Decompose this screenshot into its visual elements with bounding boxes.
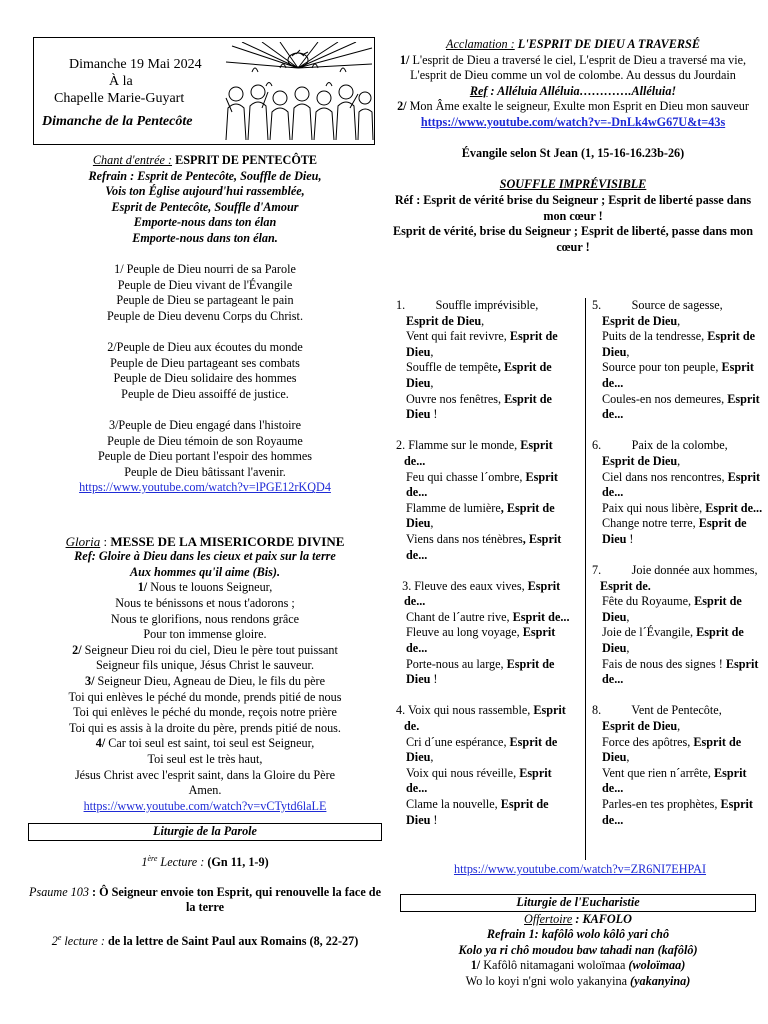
souffle-verse-segment: ,: [677, 719, 681, 734]
souffle-verse: [396, 438, 574, 563]
souffle-verse-head: [396, 298, 574, 314]
souffle-verse-segment: Esprit de Dieu: [602, 625, 744, 656]
souffle-verse: [592, 298, 768, 423]
souffle-verse-head-text: 8. Vent de Pentecôte,: [592, 703, 722, 718]
souffle-verse-segment: Esprit de...: [705, 500, 763, 515]
ref-text: : Alléluia Alléluia………….Alléluia!: [487, 83, 677, 98]
souffle-verse-segment: Esprit de Dieu: [602, 453, 678, 468]
souffle-verse-segment: Joie de l´Évangile,: [602, 625, 697, 640]
souffle-verse-segment: Fais de nous des signes !: [602, 656, 726, 671]
souffle-verse-segment: , Esprit de Dieu: [406, 360, 552, 390]
gloria-line-text: Toi qui enlèves le péché du monde, prends pitié de nous: [68, 689, 342, 704]
gloria-line: [28, 768, 382, 784]
souffle-verse-segment: Esprit de...: [406, 625, 556, 656]
souffle-verse-line: [396, 501, 574, 532]
souffle-verse-segment: Esprit de Dieu: [602, 329, 756, 359]
verse-text: L'esprit de Dieu a traversé le ciel, L'esprit de Dieu a traversé ma vie, L'esprit de Dieu comme un vol de colombe. Au dessus du Jourdain: [409, 52, 747, 83]
refrain-line: Esprit de Pentecôte, Souffle d'Amour: [111, 199, 299, 214]
souffle-verse-segment: Porte-nous au large,: [406, 656, 507, 671]
refrain-line: Refrain : Esprit de Pentecôte, Souffle de Dieu,: [88, 168, 322, 183]
verse-line: Peuple de Dieu assoiffé de justice.: [121, 386, 289, 401]
souffle-verse-segment: Esprit de Dieu: [406, 734, 558, 765]
souffle-verse-segment: Puits de la tendresse,: [602, 329, 708, 344]
souffle-verse-segment: !: [430, 672, 438, 687]
souffle-verse-head: [592, 703, 768, 719]
souffle-verse-line: [396, 314, 574, 330]
second-reading-text: de la lettre de Saint Paul aux Romains (8, 22-27): [104, 933, 359, 948]
souffle-verse-segment: Cri d´une espérance,: [406, 734, 510, 749]
gloria-line: [28, 783, 382, 799]
gloria-line: [28, 736, 382, 752]
refrain-line: Emporte-nous dans ton élan: [133, 215, 277, 230]
souffle-verse-head-text: 1. Souffle imprévisible,: [396, 298, 539, 312]
verse-line: Peuple de Dieu devenu Corps du Christ.: [107, 308, 303, 323]
verse-num: 1/: [470, 958, 481, 973]
verse-line: 2/Peuple de Dieu aux écoutes du monde: [107, 340, 303, 355]
souffle-verse-segment: Souffle de tempête: [406, 360, 498, 375]
entrance-label: Chant d'entrée :: [92, 153, 173, 167]
verse-line: Peuple de Dieu témoin de son Royaume: [107, 433, 303, 448]
souffle-verse-head: [396, 438, 574, 469]
entrance-verse-2: [28, 340, 382, 402]
entrance-video-link[interactable]: https://www.youtube.com/watch?v=lPGE12rKQD4: [79, 480, 331, 495]
souffle-verse-segment: ,: [626, 750, 630, 765]
souffle-verse-segment: ,: [626, 641, 630, 656]
souffle-verse-segment: Fleuve au long voyage,: [406, 625, 523, 640]
gloria-line: [28, 674, 382, 690]
gloria-refrain: [28, 549, 382, 580]
souffle-verse: [592, 563, 768, 688]
gloria-label: Gloria: [65, 533, 101, 549]
souffle-verse-segment: ,: [430, 750, 434, 765]
gloria-line-text: Toi seul est le très haut,: [147, 751, 263, 766]
souffle-verse-segment: Esprit de Dieu: [602, 719, 678, 734]
second-reading-sup: e: [57, 932, 62, 942]
acclamation-title: L'ESPRIT DE DIEU A TRAVERSÉ: [514, 37, 700, 51]
souffle-verse-line: [592, 625, 768, 656]
souffle-verse-segment: Clame la nouvelle,: [406, 797, 501, 811]
souffle-verse-head-bold: Esprit de...: [404, 578, 561, 609]
entrance-verse-1: [28, 262, 382, 324]
gospel-reference: Évangile selon St Jean (1, 15-16-16.23b-26): [461, 146, 685, 161]
eucharist-title: Liturgie de l'Eucharistie: [400, 894, 756, 912]
souffle-verse-segment: Esprit de Dieu: [406, 797, 549, 827]
refrain-line: Ref: Gloire à Dieu dans les cieux et paix sur la terre: [74, 549, 336, 564]
entrance-title: ESPRIT DE PENTECÔTE: [175, 153, 318, 167]
first-reading-ref: (Gn 11, 1-9): [204, 855, 269, 869]
souffle-video-link[interactable]: https://www.youtube.com/watch?v=ZR6NI7EHPAI: [453, 862, 707, 876]
souffle-verse-line: [592, 594, 768, 625]
entrance-heading: [28, 153, 382, 169]
souffle-ref-1: Réf : Esprit de vérité brise du Seigneur ; Esprit de liberté passe dans mon cœur !: [394, 192, 752, 223]
verse-line: 1/ Peuple de Dieu nourri de sa Parole: [114, 262, 296, 277]
souffle-verse-line: [592, 329, 768, 360]
refrain-line: Emporte-nous dans ton élan.: [132, 230, 278, 245]
souffle-verse: [396, 703, 574, 828]
entrance-refrain: [28, 169, 382, 247]
souffle-verse-segment: Esprit de Dieu: [406, 329, 558, 359]
psalm-text: : Ô Seigneur envoie ton Esprit, qui renouvelle la face de la terre: [88, 884, 381, 915]
gloria-line: [28, 596, 382, 612]
souffle-verse-head-text: 7. Joie donnée aux hommes,: [592, 563, 761, 578]
souffle-verse: [396, 579, 574, 688]
second-reading: [28, 930, 382, 950]
gloria-line: [28, 580, 382, 596]
souffle-verse-segment: Esprit de...: [602, 656, 759, 687]
souffle-verse-head-bold: Esprit de.: [600, 578, 651, 593]
souffle-verse: [592, 438, 768, 547]
refrain-line: Vois ton Église aujourd'hui rassemblée,: [105, 184, 305, 199]
souffle-verse-line: [592, 719, 768, 735]
gloria-line: [28, 705, 382, 721]
souffle-verse-line: [396, 360, 574, 391]
a-la-text: À la: [109, 74, 133, 89]
pentecost-illustration: [222, 42, 374, 140]
souffle-verse-line: [396, 766, 574, 797]
souffle-verse-segment: ,: [626, 344, 630, 359]
souffle-verse-segment: ,: [430, 344, 434, 359]
souffle-verse-line: [396, 797, 574, 828]
verse-line: Peuple de Dieu bâtissant l'avenir.: [124, 464, 286, 479]
offertory-refrain-2: Kolo ya ri chô moudou baw tahadi nan (kafôlô): [458, 942, 698, 957]
gloria-line-num: 2/: [72, 642, 82, 657]
eucharist-section: [400, 894, 756, 990]
gloria-line-text: Seigneur fils unique, Jésus Christ le sauveur.: [96, 658, 314, 673]
souffle-verse-segment: Vent que rien n´arrête,: [602, 765, 715, 780]
verse-line: Peuple de Dieu solidaire des hommes: [113, 371, 297, 386]
offertory-label: Offertoire: [524, 911, 573, 926]
souffle-verse-head-bold: Esprit de.: [404, 703, 566, 734]
gloria-line-num: 3/: [85, 674, 95, 688]
first-reading: [28, 851, 382, 871]
souffle-verse-segment: Esprit de...: [406, 469, 558, 500]
gloria-line-text: Pour ton immense gloire.: [143, 627, 267, 642]
left-column: [28, 153, 382, 949]
ref-label: Ref: [469, 83, 488, 98]
acclamation-ref: [392, 84, 754, 100]
souffle-verse-line: [592, 735, 768, 766]
acclamation-verse-1: [392, 53, 754, 84]
gloria-line: [28, 721, 382, 737]
psalm: [28, 885, 382, 916]
gloria-video-link[interactable]: https://www.youtube.com/watch?v=vCTytd6laLE: [83, 798, 327, 813]
souffle-verse-segment: , Esprit de Dieu: [406, 500, 555, 531]
mass-date: Dimanche 19 Mai 2024: [69, 57, 202, 72]
first-reading-sup: ère: [147, 853, 158, 863]
souffle-verse-segment: Ouvre nos fenêtres,: [406, 391, 505, 406]
gloria-title: MESSE DE LA MISERICORDE DIVINE: [110, 533, 345, 549]
gloria-line-text: Seigneur Dieu roi du ciel, Dieu le père tout puissant: [81, 642, 338, 657]
souffle-verse-line: [592, 516, 768, 547]
souffle-verse-line: [592, 797, 768, 828]
souffle-verse-segment: Change notre terre,: [602, 516, 699, 531]
acclamation-label: Acclamation :: [446, 37, 515, 51]
acclamation-heading: [392, 37, 754, 53]
verse-text: Kafôlô nitamagani woloïmaa: [480, 958, 629, 973]
souffle-verse-segment: Ciel dans nos rencontres,: [602, 469, 728, 484]
verse-tail: (woloïmaa): [628, 958, 686, 973]
gloria-line: [28, 690, 382, 706]
verse-text: Wo lo koyi n'gni wolo yakanyina: [465, 973, 631, 988]
souffle-verse-line: [396, 329, 574, 360]
liturgy-word-title: Liturgie de la Parole: [28, 823, 382, 841]
gloria-line: [28, 643, 382, 659]
right-column: [392, 37, 754, 255]
souffle-verses-right: [592, 298, 768, 844]
second-reading-label-2: lecture :: [61, 933, 105, 948]
souffle-verse-segment: Esprit de...: [602, 765, 747, 796]
souffle-verse-segment: Esprit de Dieu: [602, 313, 678, 328]
verse-line: Peuple de Dieu vivant de l'Évangile: [117, 277, 293, 292]
souffle-verse: [592, 703, 768, 828]
souffle-verse-segment: Esprit de Dieu: [406, 391, 552, 422]
verse-text: Mon Âme exalte le seigneur, Exulte mon Esprit en Dieu mon sauveur: [406, 99, 749, 114]
verse-line: Peuple de Dieu se partageant le pain: [116, 293, 294, 308]
verse-line: 3/Peuple de Dieu engagé dans l'histoire: [108, 418, 302, 433]
souffle-verse-segment: Esprit de...: [406, 765, 552, 796]
souffle-verse-segment: Esprit de Dieu: [602, 516, 747, 546]
verse-num: 2/: [397, 99, 407, 114]
verse-line: Peuple de Dieu partageant ses combats: [110, 355, 300, 370]
souffle-verse-segment: Flamme de lumière: [406, 500, 501, 515]
souffle-verse-head: [592, 298, 768, 314]
souffle-verse-segment: ,: [677, 453, 681, 468]
souffle-verse-segment: Force des apôtres,: [602, 734, 694, 749]
acclamation-video-link[interactable]: https://www.youtube.com/watch?v=-DnLk4wG67U&t=43s: [420, 114, 726, 129]
souffle-verse-line: [396, 532, 574, 563]
gloria-text: [28, 580, 382, 798]
souffle-verse-segment: Esprit de Dieu: [602, 734, 742, 765]
offertory-line-2: [400, 974, 756, 990]
gloria-line: [28, 612, 382, 628]
souffle-verse-head-text: 2. Flamme sur le monde,: [396, 438, 521, 453]
souffle-verse-line: [396, 735, 574, 766]
offertory-title: : KAFOLO: [572, 911, 632, 926]
souffle-verse-head-text: 5. Source de sagesse,: [592, 298, 723, 312]
souffle-verse-segment: Esprit de...: [602, 797, 753, 827]
souffle-verse-head-text: 6. Paix de la colombe,: [592, 438, 728, 453]
gloria-line-text: Car toi seul est saint, toi seul est Seigneur,: [105, 736, 315, 751]
souffle-verse-line: [592, 657, 768, 688]
souffle-verse-line: [592, 392, 768, 423]
souffle-verses-left: [396, 298, 574, 844]
gloria-line-text: Nous te louons Seigneur,: [147, 580, 273, 595]
souffle-verse-line: [592, 454, 768, 470]
feast-name: Dimanche de la Pentecôte: [42, 114, 193, 129]
gloria-line-text: Amen.: [188, 783, 222, 798]
gloria-line-text: Toi qui es assis à la droite du père, prends pitié de nous.: [69, 720, 341, 735]
souffle-verse-segment: ,: [626, 609, 630, 624]
souffle-verse-segment: ,: [677, 313, 681, 328]
souffle-verse-line: [396, 470, 574, 501]
souffle-verse-line: [396, 392, 574, 423]
gloria-line-text: Seigneur Dieu, Agneau de Dieu, le fils du père: [94, 674, 325, 688]
souffle-verse-segment: !: [626, 531, 634, 546]
gloria-line-text: Nous te glorifions, nous rendons grâce: [110, 611, 300, 626]
souffle-verse-segment: Voix qui nous réveille,: [406, 765, 520, 780]
souffle-verse-segment: ,: [430, 516, 434, 531]
souffle-verse-segment: !: [430, 407, 438, 422]
souffle-verse-line: [396, 657, 574, 688]
souffle-verse-segment: Feu qui chasse l´ombre,: [406, 469, 526, 484]
souffle-verse-segment: , Esprit de...: [406, 531, 562, 562]
gloria-line-text: Nous te bénissons et nous t'adorons ;: [115, 596, 295, 611]
souffle-title: SOUFFLE IMPRÉVISIBLE: [499, 177, 647, 192]
souffle-verse-head: [396, 703, 574, 734]
offertory-heading: [400, 912, 756, 928]
entrance-verse-3: [28, 418, 382, 480]
chapel-name: Chapelle Marie-Guyart: [54, 91, 185, 106]
souffle-verse-head: [592, 563, 768, 594]
gloria-line-num: 4/: [95, 736, 106, 751]
souffle-verse: [396, 298, 574, 423]
gloria-line: [28, 627, 382, 643]
souffle-verse-line: [592, 360, 768, 391]
souffle-verse-line: [592, 766, 768, 797]
psalm-label: Psaume 103: [29, 884, 89, 899]
souffle-verse-segment: Esprit de...: [602, 469, 761, 500]
offertory-refrain-1: Refrain 1: kafôlô wolo kôlô yari chô: [486, 927, 670, 942]
souffle-verse-segment: Esprit de Dieu: [406, 656, 555, 687]
souffle-verse-segment: Esprit de...: [512, 609, 570, 624]
souffle-verse-head-text: 3. Fleuve des eaux vives,: [396, 578, 528, 593]
souffle-verse-segment: Parles-en tes prophètes,: [602, 797, 721, 811]
verse-tail: (yakanyina): [630, 973, 691, 988]
gloria-line-num: 1/: [137, 580, 148, 595]
verse-num: 1/: [399, 52, 410, 67]
souffle-verse-line: [592, 314, 768, 330]
gloria-heading: [28, 534, 382, 550]
souffle-verse-segment: Esprit de...: [602, 360, 754, 390]
souffle-verse-segment: Coules-en nos demeures,: [602, 391, 728, 406]
gloria-line-text: Toi qui enlèves le péché du monde, reçois notre prière: [73, 705, 337, 720]
gloria-line-text: Jésus Christ avec l'esprit saint, dans la Gloire du Père: [74, 767, 336, 782]
souffle-verse-head: [396, 579, 574, 610]
souffle-verse-segment: Esprit de Dieu: [602, 594, 742, 624]
souffle-ref-2: Esprit de vérité, brise du Seigneur ; Esprit de liberté, passe dans mon cœur !: [393, 224, 753, 254]
header-text: [34, 56, 234, 130]
refrain-line: Aux hommes qu'il aime (Bis).: [130, 564, 280, 579]
header-box: [33, 37, 375, 145]
souffle-verse-segment: Source pour ton peuple,: [602, 360, 722, 375]
souffle-verse-segment: !: [430, 812, 438, 827]
gloria-line: [28, 752, 382, 768]
acclamation-verse-2: [392, 99, 754, 115]
souffle-verse-head-bold: Esprit de...: [404, 438, 553, 468]
verse-line: Peuple de Dieu portant l'espoir des hommes: [97, 449, 313, 464]
souffle-verse-head-text: 4. Voix qui nous rassemble,: [396, 703, 534, 718]
souffle-verse-segment: ,: [481, 313, 485, 328]
souffle-verse-segment: Esprit de...: [602, 391, 760, 422]
souffle-verse-line: [396, 625, 574, 656]
gloria-line: [28, 658, 382, 674]
souffle-verse-segment: Chant de l´autre rive,: [406, 609, 513, 624]
souffle-verse-segment: ,: [430, 375, 434, 390]
first-reading-label-2: Lecture :: [157, 855, 205, 869]
first-reading-label: 1: [141, 855, 148, 869]
souffle-verse-line: [592, 501, 768, 517]
offertory-line-1: [400, 958, 756, 974]
souffle-verses: [392, 298, 768, 864]
second-reading-label: 2: [51, 933, 58, 948]
souffle-verse-segment: Vent qui fait revivre,: [406, 329, 510, 344]
souffle-verse-line: [592, 470, 768, 501]
souffle-verse-segment: Fête du Royaume,: [602, 594, 695, 609]
souffle-verse-segment: Esprit de Dieu: [406, 313, 482, 328]
souffle-verse-segment: Viens dans nos ténèbres: [406, 531, 523, 546]
gloria-sep: :: [100, 533, 111, 549]
souffle-verse-head: [592, 438, 768, 454]
souffle-verse-line: [396, 610, 574, 626]
souffle-verse-segment: Paix qui nous libère,: [602, 500, 706, 515]
